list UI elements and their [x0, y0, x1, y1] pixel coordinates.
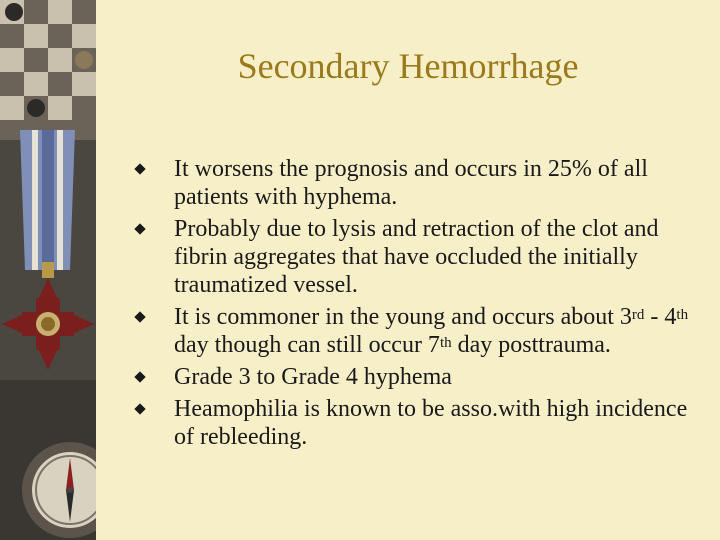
bullet-text: Grade 3 to Grade 4 hyphema — [174, 364, 452, 390]
bullet-item — [136, 215, 696, 299]
medal-photo-illustration — [0, 0, 96, 540]
bullet-text: It worsens the prognosis and occurs in 25% of all patients with hyphema. — [174, 156, 648, 210]
bullet-text: It is commoner in the young and occurs about 3rd - 4th day though can still occur 7th day posttrauma. — [174, 304, 689, 358]
bullet-text: Probably due to lysis and retraction of the clot and fibrin aggregates that have occluded the initially traumatized vessel. — [174, 216, 659, 298]
ribbon-graphic — [20, 130, 75, 270]
slide-title: Secondary Hemorrhage — [237, 46, 579, 86]
compass-graphic — [0, 380, 96, 540]
bullet-list — [136, 155, 696, 455]
slide-content — [96, 0, 720, 540]
decorative-medal-photo-strip — [0, 0, 96, 540]
bullet-item — [136, 303, 696, 359]
diamond-bullet-icon — [134, 371, 145, 382]
checkerboard-graphic — [0, 0, 96, 140]
diamond-bullet-icon — [134, 403, 145, 414]
bullet-item — [136, 395, 696, 451]
bullet-item — [136, 363, 696, 391]
diamond-bullet-icon — [134, 311, 145, 322]
diamond-bullet-icon — [134, 163, 145, 174]
bullet-item — [136, 155, 696, 211]
bullet-text: Heamophilia is known to be asso.with high incidence of rebleeding. — [174, 396, 688, 450]
diamond-bullet-icon — [134, 223, 145, 234]
